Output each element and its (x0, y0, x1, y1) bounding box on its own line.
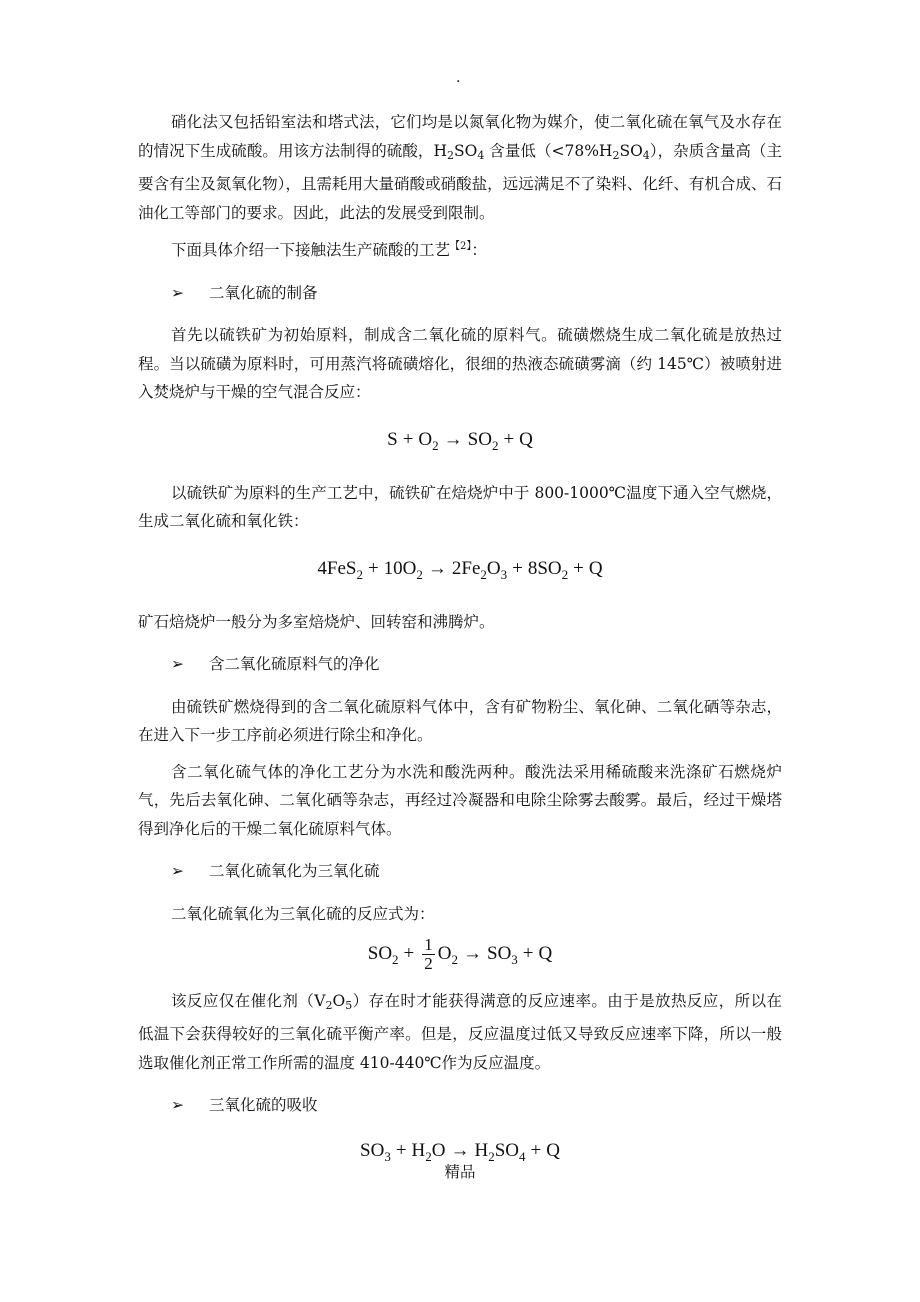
document-body (138, 108, 782, 1190)
equation-so3-absorption: $SO_3 + H_2O \to H_2SO_4 + Q$ (360, 1139, 560, 1164)
section-heading-so2-prep: ➢ 二氧化硫的制备 (138, 279, 782, 308)
paragraph-oxidation-reaction: 二氧化硫氧化为三氧化硫的反应式为： (171, 904, 435, 923)
paragraph-catalyst: 该反应仅在催化剂$(V_2O_5)$存在时才能获得满意的反应速率。由于是放热反应，所以在低温下会获得较好的三氧化硫平衡产率。但是，反应温度过低又导致反应速率下降，所以一般选取催化剂正常工作所需的温度 410-440℃作为反应温度。 (138, 991, 782, 1072)
header-dot: . (456, 70, 461, 86)
paragraph-sulfur-burning: 首先以硫铁矿为初始原料，制成含二氧化硫的原料气。硫磺燃烧生成二氧化硫是放热过程。当以硫磺为原料时，可用蒸汽将硫磺熔化，很细的热液态硫磺雾滴（约 145℃）被喷射进入焚烧炉与干燥的空气混合反应： (138, 326, 782, 401)
paragraph-nitration: 硝化法又包括铅室法和塔式法，它们均是以氮氧化物为媒介，使二氧化硫在氧气及水存在的情况下生成硫酸。用该方法制得的硫酸，$H_2SO_4$ 含量低$(<78\%H_2SO_4)$，杂质含量高（主要含有尘及氮氧化物），且需耗用大量硝酸或硝酸盐，远远满足不了染料、化纤、有机合成、石油化工等部门的要求。因此，此法的发展受到限制。 (138, 113, 782, 222)
paragraph-pyrite-roasting: 以硫铁矿为原料的生产工艺中，硫铁矿在焙烧炉中于 800-1000℃温度下通入空气燃烧，生成二氧化硫和氧化铁： (138, 483, 782, 530)
arrow-bullet-icon: ➢ (171, 655, 184, 673)
paragraph-furnace-types: 矿石焙烧炉一般分为多室焙烧炉、回转窑和沸腾炉。 (138, 612, 495, 631)
arrow-bullet-icon: ➢ (171, 283, 184, 302)
equation-sulfur-combustion: $S + O_2 \to SO_2 + Q$ (387, 428, 533, 453)
equation-pyrite-combustion: $4FeS_2 + 10O_2 \to 2Fe_2O_3 + 8SO_2 + Q$ (317, 557, 603, 582)
arrow-bullet-icon: ➢ (171, 1096, 184, 1115)
paragraph-purification-process: 含二氧化硫气体的净化工艺分为水洗和酸洗两种。酸洗法采用稀硫酸来洗涤矿石燃烧炉气，先后去氧化砷、二氧化硒等杂志，再经过冷凝器和电除尘除雾去酸雾。最后，经过干燥塔得到净化后的干燥二氧化硫原料气体。 (138, 762, 782, 838)
equation-so2-oxidation: $SO_2$ + $\frac{1}{2}$ $O_2 \to SO_3 + Q$ (367, 935, 553, 973)
citation-ref[interactable]: 【2】 (450, 241, 472, 252)
fraction-one-half: $\frac{1}{2}$ (424, 935, 433, 973)
section-heading-so2-oxidation: ➢ 二氧化硫氧化为三氧化硫 (138, 857, 782, 886)
section-heading-so3-absorption: ➢ 三氧化硫的吸收 (138, 1091, 782, 1120)
paragraph-impurities: 由硫铁矿燃烧得到的含二氧化硫原料气体中，含有矿物粉尘、氧化砷、二氧化硒等杂志，在进入下一步工序前必须进行除尘和净化。 (138, 697, 782, 744)
paragraph-intro: 下面具体介绍一下接触法生产硫酸的工艺$^{【2】}$： (171, 241, 487, 259)
page-footer: 精品 (444, 1163, 476, 1181)
section-heading-gas-purification: ➢ 含二氧化硫原料气的净化 (138, 650, 782, 679)
arrow-bullet-icon: ➢ (171, 862, 184, 880)
